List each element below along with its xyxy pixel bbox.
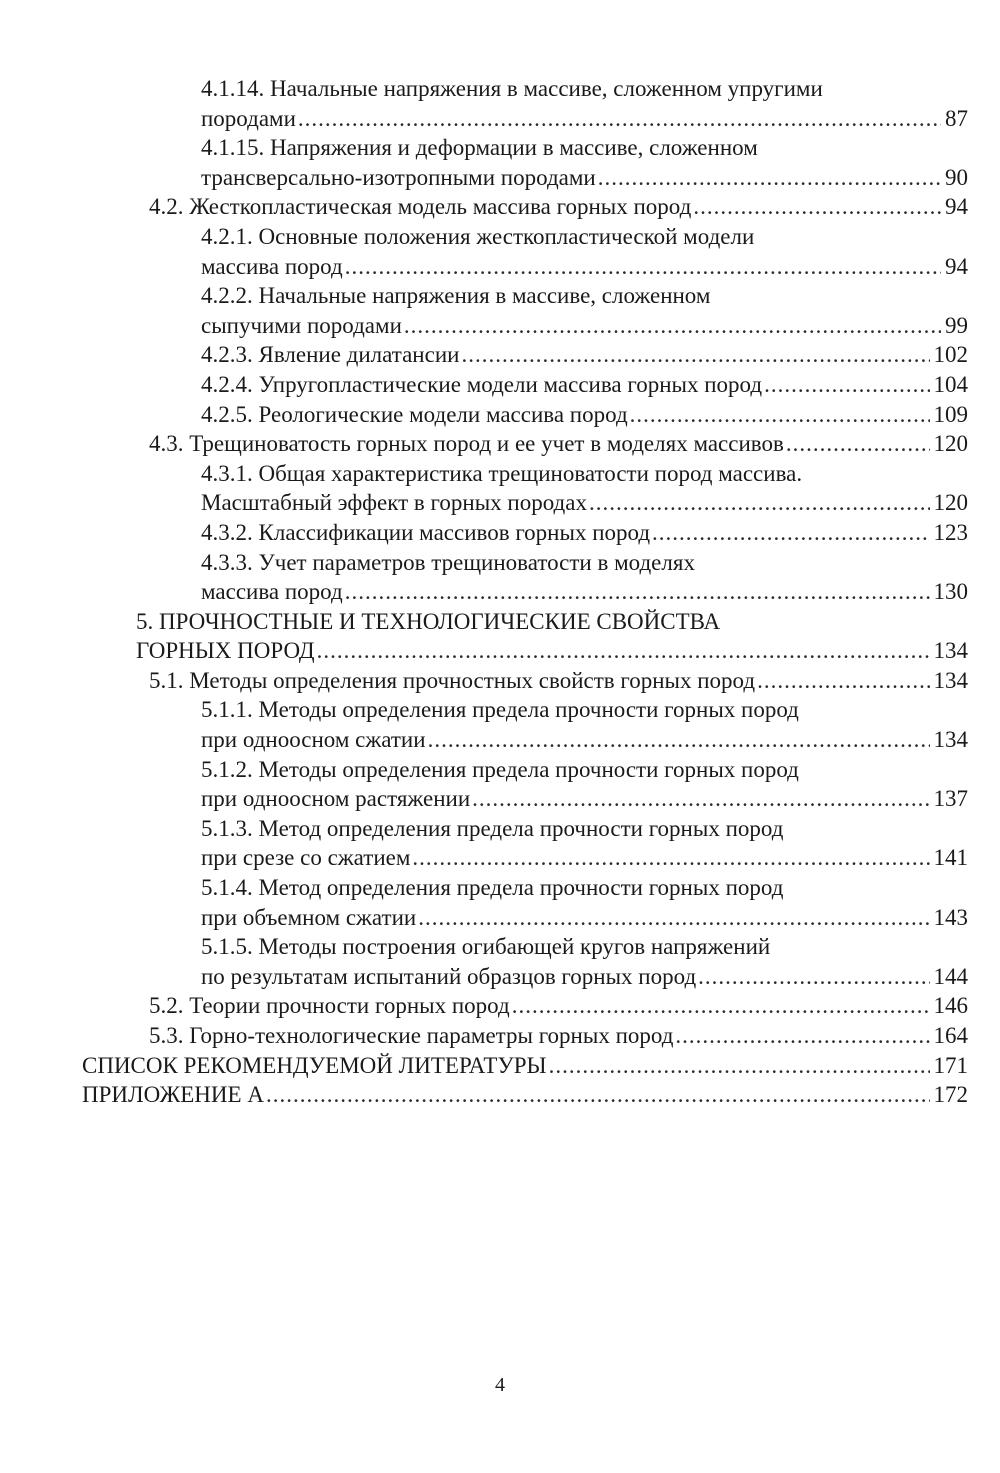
toc-entry[interactable] — [0, 932, 1000, 991]
toc-entry-title-line: 5. ПРОЧНОСТНЫЕ И ТЕХНОЛОГИЧЕСКИЕ СВОЙСТВА — [136, 608, 721, 634]
toc-page-number: 143 — [933, 904, 968, 930]
toc-entry-title: 4.2.4. Упругопластические модели массива горных пород — [201, 371, 763, 397]
toc-entry[interactable] — [0, 1021, 1000, 1051]
toc-entry[interactable] — [0, 370, 1000, 400]
toc-entry[interactable] — [0, 429, 1000, 459]
toc-page-number: 141 — [933, 845, 968, 871]
dot-leader — [675, 1021, 929, 1051]
dot-leader — [698, 962, 929, 992]
toc-entry[interactable] — [0, 222, 1000, 281]
toc-page-number: 146 — [933, 993, 968, 1019]
toc-page-number: 171 — [933, 1052, 968, 1078]
toc-entry[interactable] — [0, 695, 1000, 754]
dot-leader — [418, 903, 929, 933]
toc-page-number: 87 — [945, 105, 968, 131]
toc-entry-title: 4.2.5. Реологические модели массива пород — [201, 401, 628, 427]
toc-page-number: 172 — [933, 1082, 968, 1108]
toc-entry[interactable] — [0, 340, 1000, 370]
toc-entry-title: массива пород — [201, 579, 343, 605]
dot-leader — [472, 784, 929, 814]
toc-page-number: 104 — [933, 371, 968, 397]
toc-entry-title: сыпучими породами — [201, 312, 402, 338]
toc-entry-title-line: 4.3.3. Учет параметров трещиноватости в моделях — [201, 549, 695, 575]
toc-entry-title-line: 4.1.14. Начальные напряжения в массиве, сложенном упругими — [201, 76, 823, 101]
toc-entry-title: при объемном сжатии — [201, 904, 417, 930]
dot-leader — [757, 666, 929, 696]
toc-entry-title: породами — [201, 105, 296, 131]
dot-leader — [549, 1051, 930, 1081]
toc-entry[interactable] — [0, 281, 1000, 340]
dot-leader — [404, 311, 941, 341]
dot-leader — [345, 252, 941, 282]
page-number: 4 — [495, 1374, 505, 1396]
toc-entry-title: при одноосном растяжении — [201, 786, 471, 812]
toc-entry-title-line: 4.2.2. Начальные напряжения в массиве, сложенном — [201, 283, 711, 309]
toc-page-number: 134 — [933, 727, 968, 753]
toc-page-number: 130 — [933, 579, 968, 605]
toc-entry-title: Масштабный эффект в горных породах — [201, 490, 587, 516]
toc-entry[interactable] — [0, 873, 1000, 932]
dot-leader — [786, 429, 930, 459]
dot-leader — [598, 163, 941, 193]
dot-leader — [345, 577, 930, 607]
toc-entry-title: при одноосном сжатии — [201, 727, 426, 753]
toc-entry-title: 5.2. Теории прочности горных пород — [149, 993, 510, 1019]
toc-entry-title: трансверсально-изотропными породами — [201, 164, 596, 190]
toc-entry-title-line: 4.2.1. Основные положения жесткопластической модели — [201, 223, 755, 249]
dot-leader — [412, 843, 929, 873]
toc-entry[interactable] — [0, 133, 1000, 192]
dot-leader — [461, 340, 929, 370]
toc-page-number: 99 — [945, 312, 968, 338]
toc-entry-title-line: 5.1.3. Метод определения предела прочности горных пород — [201, 815, 784, 841]
dot-leader — [298, 104, 941, 134]
toc-entry-title: 4.3.2. Классификации массивов горных пород — [201, 519, 651, 545]
toc-page-number: 109 — [933, 401, 968, 427]
toc-entry[interactable] — [0, 814, 1000, 873]
toc-entry-title-line: 5.1.4. Метод определения предела прочности горных пород — [201, 875, 784, 901]
toc-entry[interactable] — [0, 666, 1000, 696]
toc-entry[interactable] — [0, 400, 1000, 430]
dot-leader — [428, 725, 930, 755]
toc-entry-title: массива пород — [201, 253, 343, 279]
toc-entry[interactable] — [0, 74, 1000, 133]
toc-page-number: 94 — [945, 253, 968, 279]
toc-page-number: 123 — [933, 519, 968, 545]
toc-page-number: 90 — [945, 164, 968, 190]
toc-entry[interactable] — [0, 1051, 1000, 1081]
toc-entry-title: 5.1. Методы определения прочностных свойств горных пород — [149, 667, 756, 693]
toc-entry-title: по результатам испытаний образцов горных пород — [201, 963, 697, 989]
toc-entry-title: 5.3. Горно-технологические параметры горных пород — [149, 1023, 674, 1048]
toc-entry-title-line: 5.1.2. Методы определения предела прочности горных пород — [201, 756, 799, 782]
dot-leader — [693, 192, 941, 222]
toc-entry-title-line: 4.3.1. Общая характеристика трещиноватости пород массива. — [201, 460, 803, 486]
toc-entry-title-line: 5.1.5. Методы построения огибающей кругов напряжений — [201, 934, 771, 960]
toc-entry-title: ПРИЛОЖЕНИЕ А — [82, 1082, 264, 1108]
toc-entry-title: 4.2.3. Явление дилатансии — [201, 342, 460, 368]
dot-leader — [764, 370, 929, 400]
toc-page-number: 120 — [933, 431, 968, 457]
toc-entry[interactable] — [0, 991, 1000, 1021]
dot-leader — [317, 636, 930, 666]
toc-entry-title: 4.3. Трещиноватость горных пород и ее учет в моделях массивов — [149, 431, 784, 457]
toc-entry[interactable] — [0, 518, 1000, 548]
toc-page-number: 94 — [945, 194, 968, 220]
toc-entry[interactable] — [0, 192, 1000, 222]
toc-entry[interactable] — [0, 548, 1000, 607]
dot-leader — [266, 1080, 930, 1110]
toc-page-number: 102 — [933, 342, 968, 368]
dot-leader — [652, 518, 929, 548]
dot-leader — [512, 991, 930, 1021]
dot-leader — [589, 488, 930, 518]
toc-page-number: 134 — [933, 667, 968, 693]
toc-page-number: 134 — [933, 638, 968, 664]
toc-page-number: 144 — [933, 963, 968, 989]
dot-leader — [630, 400, 930, 430]
toc-entry-title-line: 4.1.15. Напряжения и деформации в массиве, сложенном — [201, 135, 758, 161]
toc-entry[interactable] — [0, 459, 1000, 518]
toc-page-number: 164 — [933, 1023, 968, 1048]
toc-page-number: 120 — [933, 490, 968, 516]
toc-entry-title-line: 5.1.1. Методы определения предела прочности горных пород — [201, 697, 799, 723]
toc-entry-title: ГОРНЫХ ПОРОД — [136, 638, 315, 664]
toc-page-number: 137 — [933, 786, 968, 812]
toc-entry[interactable] — [0, 755, 1000, 814]
toc-entry-title: 4.2. Жесткопластическая модель массива горных пород — [149, 194, 692, 220]
toc-entry[interactable] — [0, 1080, 1000, 1110]
toc-entry-title: СПИСОК РЕКОМЕНДУЕМОЙ ЛИТЕРАТУРЫ — [82, 1052, 547, 1078]
toc-entry[interactable] — [0, 607, 1000, 666]
toc-entry-title: при срезе со сжатием — [201, 845, 411, 871]
table-of-contents — [0, 74, 1000, 1110]
